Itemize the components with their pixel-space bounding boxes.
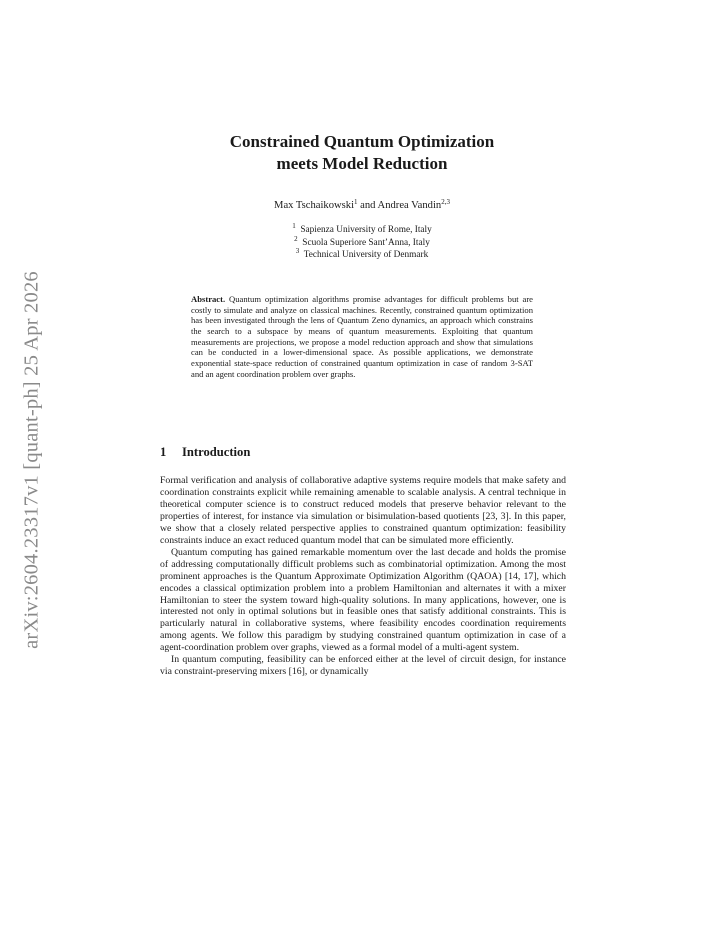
author-affiliation-mark: 1 — [354, 198, 358, 206]
paper-title — [160, 131, 564, 175]
author-joiner: and — [360, 200, 376, 211]
affiliation-line — [160, 224, 564, 237]
body-text — [160, 475, 566, 678]
affiliation-line — [160, 234, 564, 250]
affiliation-mark: 2 — [294, 234, 298, 243]
paragraph: Quantum computing has gained remarkable momentum over the last decade and holds the promise of addressing computationally difficult problems such as combinatorial optimization. Among the most prominent approaches is the Quantum Approximate Optimization Algorithm (QAOA) [14, 17], which encodes a classical optimization problem into a problem Hamiltonian and alternates it with a mixer Hamiltonian to steer the system toward high-quality solutions. In many applications, however, one is interested not only in optimal solutions but in feasible ones that satisfy additional constraints. This is particularly natural in collaborative systems, where feasibility encodes coordination requirements among agents. We follow this paradigm by studying constrained quantum optimization in case of a agent-coordination problem over graphs, viewed as a formal model of a multi-agent system. — [160, 546, 566, 654]
arxiv-identifier-stamp: arXiv:2604.23317v1 [quant-ph] 25 Apr 2026 — [20, 271, 43, 649]
affiliation-text: Scuola Superiore Sant’Anna, Italy — [302, 237, 430, 248]
affiliation-mark: 3 — [295, 247, 300, 255]
abstract — [191, 294, 533, 379]
affiliation-text: Technical University of Denmark — [303, 250, 429, 260]
section-number: 1 — [160, 445, 167, 459]
author-list — [160, 200, 564, 211]
section-heading — [160, 445, 250, 460]
title-line-1: Constrained Quantum Optimization — [229, 132, 495, 151]
section-title: Introduction — [182, 445, 251, 459]
affiliation-text: Sapienza University of Rome, Italy — [300, 225, 432, 235]
affiliation-mark: 1 — [292, 222, 296, 230]
affiliation-line — [160, 249, 564, 262]
affiliation-list — [160, 224, 564, 262]
abstract-text: Quantum optimization algorithms promise advantages for difficult problems but are costly to simulate and analyze on classical machines. Recently, constrained quantum optimization has been investigated through the lens of Quantum Zeno dynamics, an approach which constrains the search to a subspace by means of quantum measurements. Exploiting that quantum measurements are projections, we propose a model reduction approach and show that simulations can be conducted in a lower-dimensional space. As possible applications, we demonstrate exponential state-space reduction of constrained quantum optimization in case of random 3-SAT and an agent coordination problem over graphs. — [191, 294, 533, 379]
author-name: Max Tschaikowski — [274, 200, 355, 211]
author-name: Andrea Vandin — [377, 200, 442, 211]
paragraph: In quantum computing, feasibility can be enforced either at the level of circuit design, for instance via constraint-preserving mixers [16], or dynamically — [160, 654, 566, 678]
abstract-label: Abstract. — [191, 294, 226, 304]
author-affiliation-mark: 2,3 — [441, 198, 450, 206]
title-line-2: meets Model Reduction — [276, 154, 448, 173]
paragraph: Formal verification and analysis of collaborative adaptive systems require models that make safety and coordination constraints explicit while remaining amenable to scalable analysis. A central technique in theoretical computer science is to construct reduced models that preserve behavior relevant to the properties of interest, for instance via simulation or bisimulation-based quotients [23, 3]. In this paper, we show that a closely related perspective applies to constrained quantum optimization: feasibility constraints induce an exact reduced quantum model that can be simulated more efficiently. — [160, 475, 566, 546]
